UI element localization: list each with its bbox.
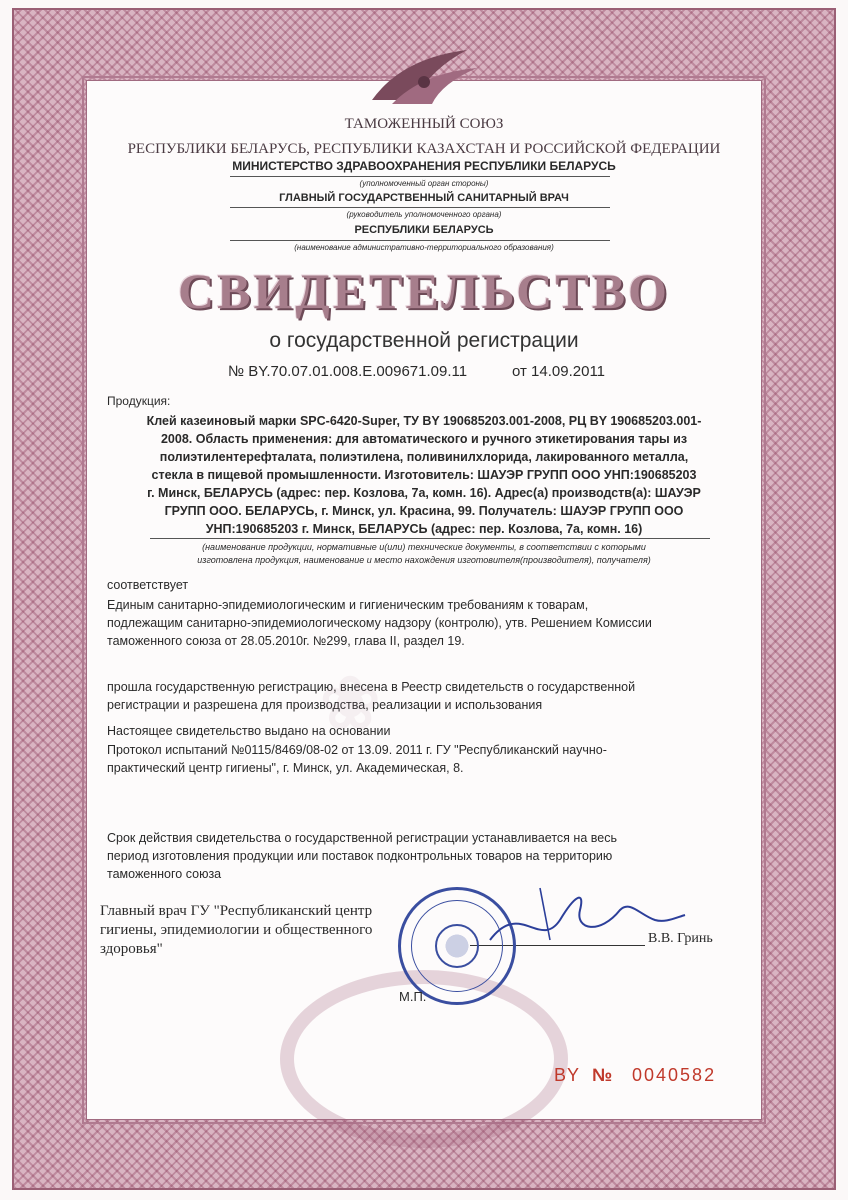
validity-line: период изготовления продукции или поставок подконтрольных товаров на территорию	[107, 849, 613, 863]
authority-rule	[230, 176, 610, 177]
certificate-title: СВИДЕТЕЛЬСТВО	[178, 263, 670, 319]
product-label: Продукция:	[107, 394, 171, 408]
basis-line: практический центр гигиены", г. Минск, ул. Академическая, 8.	[107, 761, 464, 775]
product-line: г. Минск, БЕЛАРУСЬ (адрес: пер. Козлова, 7а, комн. 16). Адрес(а) производств(а): ШАУЭР	[147, 486, 701, 500]
certificate-date: от 14.09.2011	[512, 363, 606, 380]
signatory-line: здоровья"	[100, 941, 163, 957]
product-line: ГРУПП ООО. БЕЛАРУСЬ, г. Минск, ул. Красина, 99. Получатель: ШАУЭР ГРУПП ООО	[164, 504, 684, 518]
customs-union-title: ТАМОЖЕННЫЙ СОЮЗ	[344, 116, 504, 132]
serial-no-sign: №	[592, 1065, 613, 1085]
certificate-number: № BY.70.07.01.008.E.009671.09.11	[228, 363, 468, 380]
authority-name: МИНИСТЕРСТВО ЗДРАВООХРАНЕНИЯ РЕСПУБЛИКИ БЕЛАРУСЬ	[232, 159, 616, 173]
head-caption: (руководитель уполномоченного органа)	[346, 210, 502, 219]
conformity-line: таможенного союза от 28.05.2010г. №299, глава II, раздел 19.	[107, 634, 465, 648]
product-line: 2008. Область применения: для автоматического и ручного этикетирования тары из	[160, 432, 688, 446]
territory-caption: (наименование административно-территориального образования)	[294, 243, 554, 252]
watermark: ❀	[320, 660, 385, 745]
handwritten-signature	[480, 880, 690, 960]
head-rule	[230, 207, 610, 208]
validity-line: таможенного союза	[107, 867, 222, 881]
customs-union-logo	[362, 38, 482, 113]
product-rule	[150, 538, 710, 539]
authority-caption: (уполномоченный орган стороны)	[359, 179, 489, 188]
territory-rule	[230, 240, 610, 241]
registration-line: регистрации и разрешена для производства, реализации и использования	[107, 698, 543, 712]
basis-line: Протокол испытаний №0115/8469/08-02 от 13.09. 2011 г. ГУ "Республиканский научно-	[107, 743, 607, 757]
conformity-label: соответствует	[107, 578, 189, 592]
territory-name: РЕСПУБЛИКИ БЕЛАРУСЬ	[354, 224, 494, 236]
stamp-place-label: М.П.	[399, 989, 427, 1004]
basis-label: Настоящее свидетельство выдано на основании	[107, 724, 391, 738]
signatory-line: Главный врач ГУ "Республиканский центр	[100, 903, 373, 919]
product-caption: (наименование продукции, нормативные и(или) технические документы, в соответствии с которыми	[202, 542, 646, 552]
product-line: стекла в пищевой промышленности. Изготовитель: ШАУЭР ГРУПП ООО УНП:190685203	[151, 468, 697, 482]
signatory-line: гигиены, эпидемиологии и общественного	[100, 922, 373, 938]
registration-line: прошла государственную регистрацию, внесена в Реестр свидетельств о государственной	[107, 680, 636, 694]
member-countries: РЕСПУБЛИКИ БЕЛАРУСЬ, РЕСПУБЛИКИ КАЗАХСТАН И РОССИЙСКОЙ ФЕДЕРАЦИИ	[127, 141, 721, 157]
certificate-subtitle: о государственной регистрации	[269, 329, 579, 352]
product-line: Клей казеиновый марки SPC-6420-Super, ТУ BY 190685203.001-2008, РЦ BY 190685203.001-	[146, 414, 702, 428]
product-caption: изготовлена продукция, наименование и место нахождения изготовителя(производителя), получателя)	[197, 555, 651, 565]
product-line: УНП:190685203 г. Минск, БЕЛАРУСЬ (адрес: пер. Козлова, 7а, комн. 16)	[205, 522, 643, 536]
conformity-line: подлежащим санитарно-эпидемиологическому надзору (контролю), утв. Решением Комиссии	[107, 616, 652, 630]
product-line: полиэтилентерефталата, полиэтилена, поливинилхлорида, лакированного металла,	[159, 450, 689, 464]
head-title: ГЛАВНЫЙ ГОСУДАРСТВЕННЫЙ САНИТАРНЫЙ ВРАЧ	[279, 192, 569, 204]
serial-number: 0040582	[632, 1065, 717, 1085]
signatory-name: В.В. Гринь	[648, 931, 713, 946]
conformity-line: Единым санитарно-эпидемиологическим и гигиеническим требованиям к товарам,	[107, 598, 589, 612]
validity-line: Срок действия свидетельства о государственной регистрации устанавливается на весь	[107, 831, 617, 845]
serial-prefix: BY	[554, 1065, 581, 1085]
